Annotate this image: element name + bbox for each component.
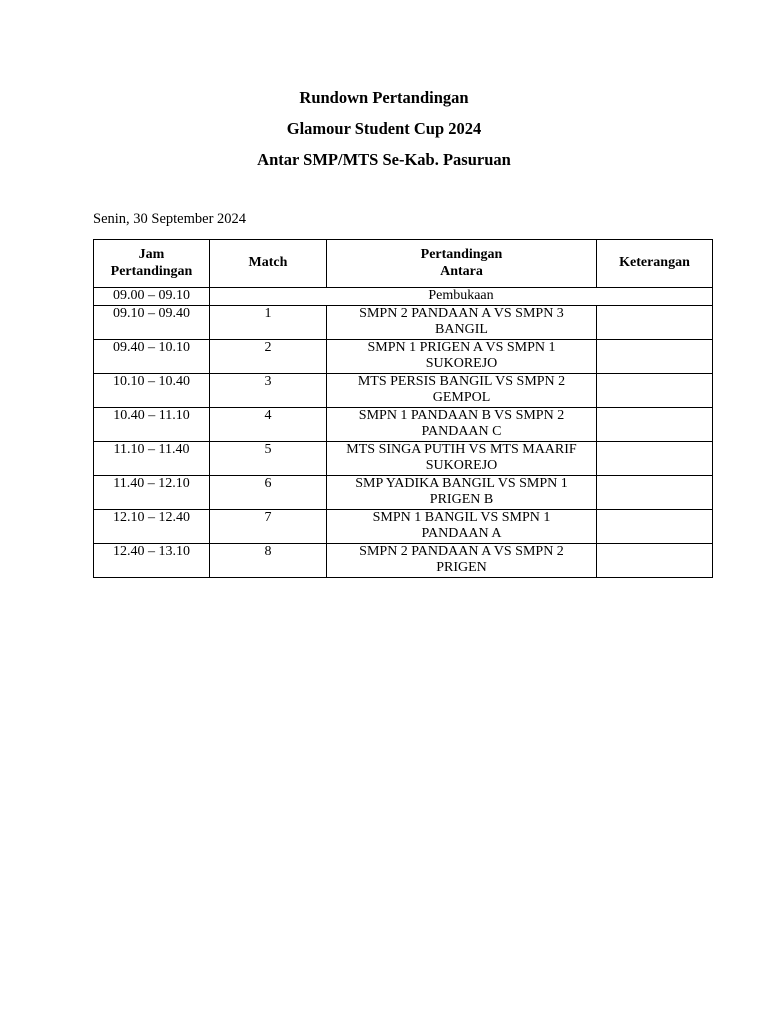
cell-time: 11.10 – 11.40 bbox=[94, 441, 210, 475]
cell-match: 1 bbox=[210, 305, 327, 339]
header-match: Match bbox=[210, 240, 327, 288]
opening-label: Pembukaan bbox=[210, 288, 713, 306]
cell-match: 5 bbox=[210, 441, 327, 475]
cell-time: 12.10 – 12.40 bbox=[94, 509, 210, 543]
header-pertandingan-antara bbox=[327, 240, 597, 288]
cell-teams bbox=[327, 475, 597, 509]
table-header bbox=[94, 240, 713, 288]
cell-time: 12.40 – 13.10 bbox=[94, 543, 210, 577]
cell-time: 11.40 – 12.10 bbox=[94, 475, 210, 509]
teams-line1: MTS PERSIS BANGIL VS SMPN 2 bbox=[357, 373, 566, 389]
teams-line1: SMPN 1 PANDAAN B VS SMPN 2 bbox=[358, 407, 565, 423]
cell-teams bbox=[327, 407, 597, 441]
header-jam-pertandingan bbox=[94, 240, 210, 288]
cell-note bbox=[597, 339, 713, 373]
cell-match: 4 bbox=[210, 407, 327, 441]
table-row bbox=[94, 509, 713, 543]
table-row bbox=[94, 407, 713, 441]
schedule-date: Senin, 30 September 2024 bbox=[93, 211, 247, 227]
header-antara-line1: Pertandingan bbox=[420, 247, 503, 262]
cell-match: 3 bbox=[210, 373, 327, 407]
cell-match: 7 bbox=[210, 509, 327, 543]
cell-time: 09.10 – 09.40 bbox=[94, 305, 210, 339]
teams-line1: SMPN 1 BANGIL VS SMPN 1 bbox=[372, 509, 551, 525]
header-jam-line2: Pertandingan bbox=[110, 263, 193, 279]
table-row bbox=[94, 441, 713, 475]
teams-line2: BANGIL bbox=[435, 322, 488, 337]
cell-note bbox=[597, 509, 713, 543]
cell-time: 10.10 – 10.40 bbox=[94, 373, 210, 407]
cell-note bbox=[597, 373, 713, 407]
cell-note bbox=[597, 475, 713, 509]
cell-note bbox=[597, 543, 713, 577]
table-row bbox=[94, 543, 713, 577]
cell-note bbox=[597, 441, 713, 475]
teams-line1: MTS SINGA PUTIH VS MTS MAARIF bbox=[346, 441, 577, 457]
cell-match: 6 bbox=[210, 475, 327, 509]
teams-line2: PRIGEN B bbox=[429, 492, 494, 507]
teams-line1: SMPN 2 PANDAAN A VS SMPN 3 bbox=[359, 305, 564, 321]
teams-line2: PANDAAN C bbox=[421, 424, 502, 439]
title-event: Glamour Student Cup 2024 bbox=[286, 119, 482, 138]
teams-line1: SMPN 2 PANDAAN A VS SMPN 2 bbox=[359, 543, 564, 559]
cell-teams bbox=[327, 339, 597, 373]
teams-line1: SMPN 1 PRIGEN A VS SMPN 1 bbox=[367, 339, 556, 355]
cell-match: 8 bbox=[210, 543, 327, 577]
header-jam-line1: Jam bbox=[138, 247, 165, 262]
table-row bbox=[94, 373, 713, 407]
cell-teams bbox=[327, 373, 597, 407]
title-participants: Antar SMP/MTS Se-Kab. Pasuruan bbox=[257, 150, 511, 169]
title-rundown: Rundown Pertandingan bbox=[299, 88, 469, 107]
opening-time: 09.00 – 09.10 bbox=[94, 288, 210, 306]
rundown-table bbox=[93, 239, 713, 578]
cell-note bbox=[597, 305, 713, 339]
table-row bbox=[94, 305, 713, 339]
cell-note bbox=[597, 407, 713, 441]
header-keterangan: Keterangan bbox=[597, 240, 713, 288]
cell-teams bbox=[327, 543, 597, 577]
teams-line2: GEMPOL bbox=[432, 390, 491, 405]
teams-line1: SMP YADIKA BANGIL VS SMPN 1 bbox=[355, 475, 568, 491]
cell-match: 2 bbox=[210, 339, 327, 373]
teams-line2: SUKOREJO bbox=[425, 458, 498, 473]
opening-row bbox=[94, 288, 713, 306]
teams-line2: PANDAAN A bbox=[421, 526, 502, 541]
cell-teams bbox=[327, 441, 597, 475]
table-row bbox=[94, 339, 713, 373]
teams-line2: PRIGEN bbox=[436, 560, 487, 575]
table-row bbox=[94, 475, 713, 509]
cell-time: 10.40 – 11.10 bbox=[94, 407, 210, 441]
cell-time: 09.40 – 10.10 bbox=[94, 339, 210, 373]
teams-line2: SUKOREJO bbox=[425, 356, 498, 371]
cell-teams bbox=[327, 305, 597, 339]
cell-teams bbox=[327, 509, 597, 543]
header-antara-line2: Antara bbox=[440, 263, 483, 279]
